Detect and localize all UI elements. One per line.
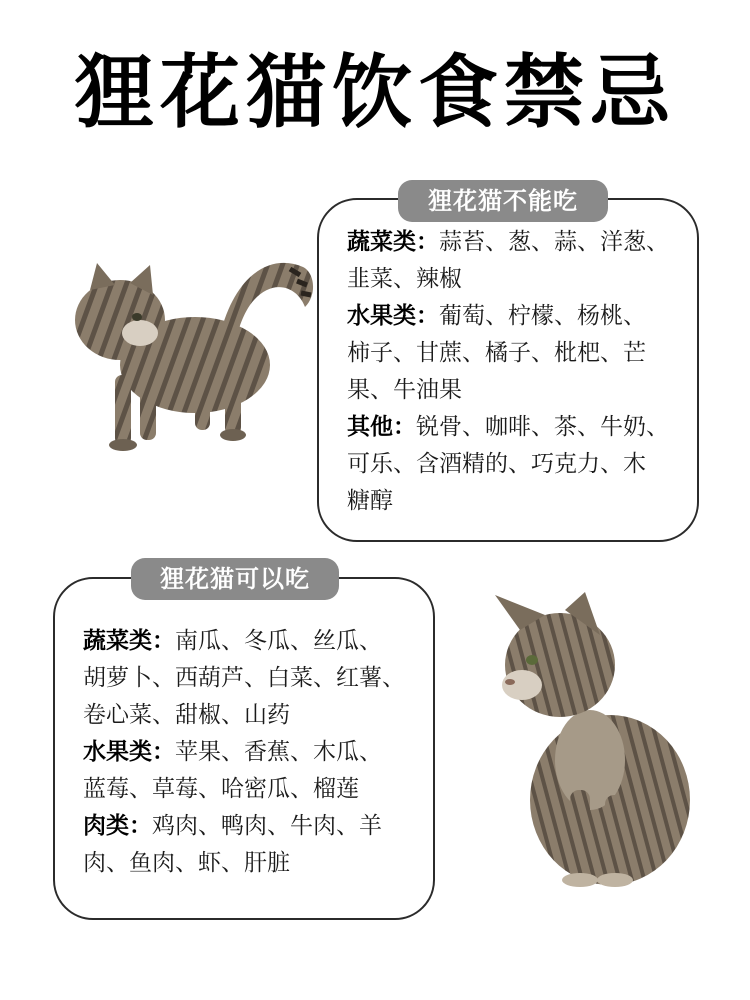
list-line: 其他：锐骨、咖啡、茶、牛奶、 xyxy=(347,414,669,440)
list-line: 韭菜、辣椒 xyxy=(347,266,462,292)
list-line: 胡萝卜、西葫芦、白菜、红薯、 xyxy=(83,665,405,691)
list-line: 蔬菜类：南瓜、冬瓜、丝瓜、 xyxy=(83,628,382,654)
page-title: 狸花猫饮食禁忌 xyxy=(74,46,676,139)
list-line: 果、牛油果 xyxy=(347,377,462,403)
tabby-cat-walking-image xyxy=(45,255,320,460)
list-line: 柿子、甘蔗、橘子、枇杷、芒 xyxy=(347,340,646,366)
list-line: 肉、鱼肉、虾、肝脏 xyxy=(83,850,290,876)
list-line: 卷心菜、甜椒、山药 xyxy=(83,702,290,728)
list-line: 水果类：葡萄、柠檬、杨桃、 xyxy=(347,303,646,329)
list-line: 水果类：苹果、香蕉、木瓜、 xyxy=(83,739,382,765)
cannot-eat-card xyxy=(317,198,699,542)
list-line: 蔬菜类：蒜苔、葱、蒜、洋葱、 xyxy=(347,229,669,255)
can-eat-tag: 狸花猫可以吃 xyxy=(131,558,339,600)
cannot-eat-tag: 狸花猫不能吃 xyxy=(398,180,608,222)
list-line: 蓝莓、草莓、哈密瓜、榴莲 xyxy=(83,776,359,802)
list-line: 糖醇 xyxy=(347,488,393,514)
list-line: 可乐、含酒精的、巧克力、木 xyxy=(347,451,646,477)
can-eat-card xyxy=(53,577,435,920)
tabby-cat-sitting-image xyxy=(490,590,700,890)
list-line: 肉类：鸡肉、鸭肉、牛肉、羊 xyxy=(83,813,382,839)
